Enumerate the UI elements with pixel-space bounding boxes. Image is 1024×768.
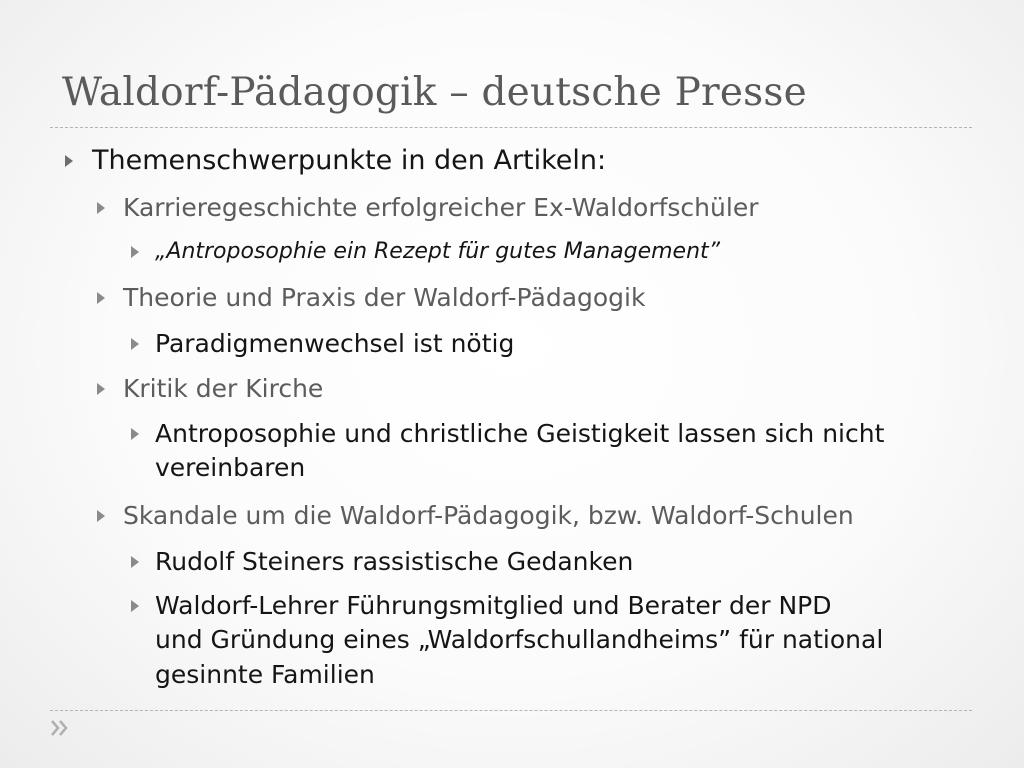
bullet-item-incompatibility-line2: vereinbaren <box>155 453 306 482</box>
bullet-arrow-icon <box>97 202 105 214</box>
bullet-item-npd-line3: gesinnte Familien <box>155 660 375 689</box>
bullet-arrow-icon <box>97 292 105 304</box>
title-divider <box>50 127 972 128</box>
bullet-item-npd-line2: und Gründung eines „Waldorfschullandheims” für national <box>155 625 884 654</box>
bullet-arrow-icon <box>97 510 105 522</box>
bullet-item-church-criticism: Kritik der Kirche <box>123 374 324 403</box>
double-chevron-right-icon <box>50 719 70 737</box>
bullet-item-management-quote: „Antroposophie ein Rezept für gutes Management” <box>155 239 721 264</box>
bullet-item-career-stories: Karrieregeschichte erfolgreicher Ex-Waldorfschüler <box>123 193 759 222</box>
bullet-item-theory-practice: Theorie und Praxis der Waldorf-Pädagogik <box>123 283 646 312</box>
bullet-item-steiner-racism: Rudolf Steiners rassistische Gedanken <box>155 547 634 576</box>
bullet-arrow-icon <box>131 428 139 440</box>
bullet-arrow-icon <box>131 338 139 350</box>
bullet-item-scandals: Skandale um die Waldorf-Pädagogik, bzw. Waldorf-Schulen <box>123 501 854 530</box>
footer-divider <box>50 710 972 711</box>
bullet-item-paradigm-shift: Paradigmenwechsel ist nötig <box>155 329 515 358</box>
bullet-arrow-icon <box>65 155 73 167</box>
bullet-arrow-icon <box>131 600 139 612</box>
bullet-arrow-icon <box>131 246 139 258</box>
bullet-item-topics: Themenschwerpunkte in den Artikeln: <box>92 145 607 176</box>
bullet-arrow-icon <box>97 383 105 395</box>
slide-title: Waldorf-Pädagogik – deutsche Presse <box>62 70 807 115</box>
bullet-item-npd-line1: Waldorf-Lehrer Führungsmitglied und Berater der NPD <box>155 591 832 620</box>
bullet-item-incompatibility-line1: Antroposophie und christliche Geistigkeit lassen sich nicht <box>155 419 885 448</box>
bullet-arrow-icon <box>131 556 139 568</box>
